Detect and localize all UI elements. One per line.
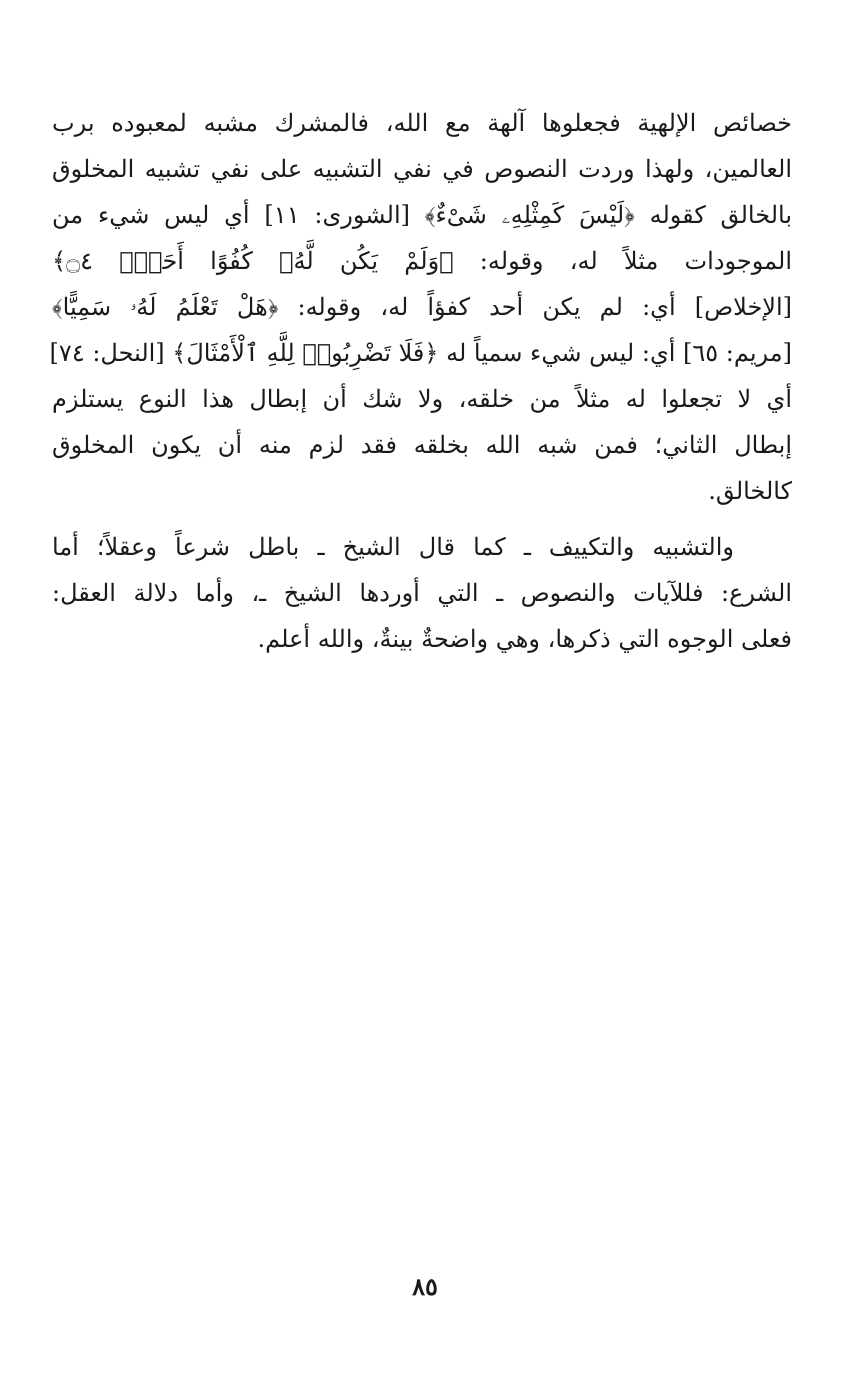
text-line: أي لا تجعلوا له مثلاً من خلقه، ولا شك أن إبطال هذا النوع يستلزم <box>52 385 792 413</box>
text-line: العالمين، ولهذا وردت النصوص في نفي التشبيه على نفي تشبيه المخلوق <box>52 155 792 183</box>
paragraph-2 <box>52 524 792 662</box>
text-line: فعلى الوجوه التي ذكرها، وهي واضحةٌ بينةٌ، والله أعلم. <box>257 625 792 653</box>
text-line: والتشبيه والتكييف ـ كما قال الشيخ ـ باطل شرعاً وعقلاً؛ أما <box>52 533 734 561</box>
text-line: [مريم: ٦٥] أي: ليس شيء سمياً له ﴿فَلَا تَضْرِبُوا۟ لِلَّهِ ٱلْأَمْثَالَ﴾ [النحل: ٧٤] <box>49 339 792 367</box>
text-line: الشرع: فللآيات والنصوص ـ التي أوردها الشيخ ـ، وأما دلالة العقل: <box>52 579 792 607</box>
text-line: بالخالق كقوله ﴿لَيْسَ كَمِثْلِهِۦ شَىْءٌ﴾ [الشورى: ١١] أي ليس شيء من <box>52 201 792 229</box>
text-line: خصائص الإلهية فجعلوها آلهة مع الله، فالمشرك مشبه لمعبوده برب <box>52 109 792 137</box>
text-line: كالخالق. <box>708 477 792 505</box>
text-line: [الإخلاص] أي: لم يكن أحد كفؤاً له، وقوله: ﴿هَلْ تَعْلَمُ لَهُۥ سَمِيًّا﴾ <box>52 293 792 321</box>
page-number: ٨٥ <box>412 1272 438 1301</box>
paragraph-1 <box>49 100 792 514</box>
text-line: الموجودات مثلاً له، وقوله: ﴿وَلَمْ يَكُن لَّهُۥ كُفُوًا أَحَدٌۢ ۝٤﴾ <box>52 247 792 275</box>
text-line: إبطال الثاني؛ فمن شبه الله بخلقه فقد لزم منه أن يكون المخلوق <box>52 431 792 459</box>
